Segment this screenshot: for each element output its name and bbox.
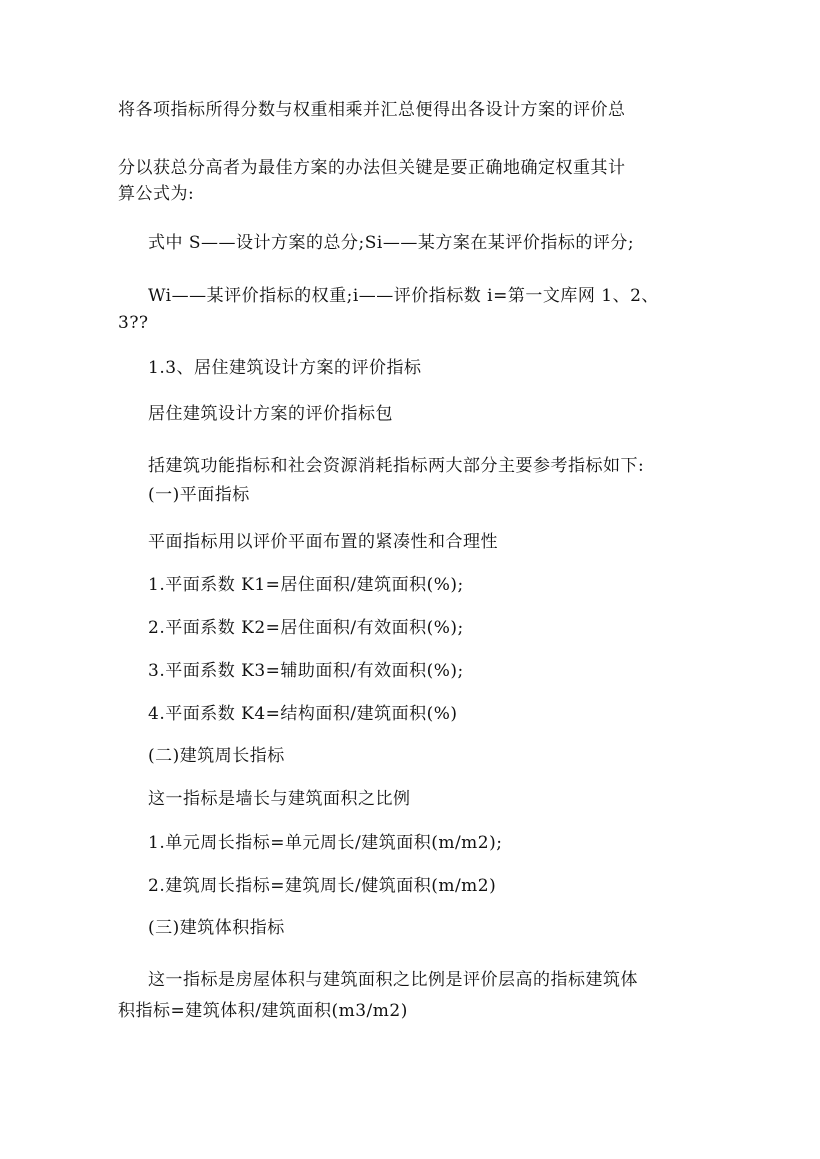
paragraph-line-3: 算公式为: (118, 184, 195, 204)
paragraph-line-10: 这一指标是墙长与建筑面积之比例 (148, 789, 411, 809)
list-item-k2: 2.平面系数 K2=居住面积/有效面积(%); (148, 618, 464, 638)
list-item-k3: 3.平面系数 K3=辅助面积/有效面积(%); (148, 661, 464, 681)
subheading-plan-index: (一)平面指标 (148, 485, 250, 505)
paragraph-line-6: 3?? (118, 313, 149, 333)
list-item-building-perimeter: 2.建筑周长指标=建筑周长/健筑面积(m/m2) (148, 876, 497, 896)
list-item-k4: 4.平面系数 K4=结构面积/建筑面积(%) (148, 704, 458, 724)
section-heading-1-3: 1.3、居住建筑设计方案的评价指标 (148, 358, 422, 378)
list-item-unit-perimeter: 1.单元周长指标=单元周长/建筑面积(m/m2); (148, 833, 503, 853)
paragraph-line-11: 这一指标是房屋体积与建筑面积之比例是评价层高的指标建筑体 (148, 970, 638, 990)
paragraph-line-12: 积指标=建筑体积/建筑面积(m3/m2) (118, 1001, 408, 1021)
paragraph-line-4: 式中 S——设计方案的总分;Si——某方案在某评价指标的评分; (148, 233, 635, 253)
subheading-volume-index: (三)建筑体积指标 (148, 918, 285, 938)
paragraph-line-1: 将各项指标所得分数与权重相乘并汇总便得出各设计方案的评价总 (118, 100, 626, 120)
paragraph-line-2: 分以获总分高者为最佳方案的办法但关键是要正确地确定权重其计 (118, 158, 626, 178)
subheading-perimeter-index: (二)建筑周长指标 (148, 746, 285, 766)
paragraph-line-8: 括建筑功能指标和社会资源消耗指标两大部分主要参考指标如下: (148, 456, 645, 476)
paragraph-line-9: 平面指标用以评价平面布置的紧凑性和合理性 (148, 532, 498, 552)
paragraph-line-5: Wi——某评价指标的权重;i——评价指标数 i=第一文库网 1、2、 (148, 286, 659, 306)
paragraph-line-7: 居住建筑设计方案的评价指标包 (148, 404, 393, 424)
list-item-k1: 1.平面系数 K1=居住面积/建筑面积(%); (148, 575, 464, 595)
